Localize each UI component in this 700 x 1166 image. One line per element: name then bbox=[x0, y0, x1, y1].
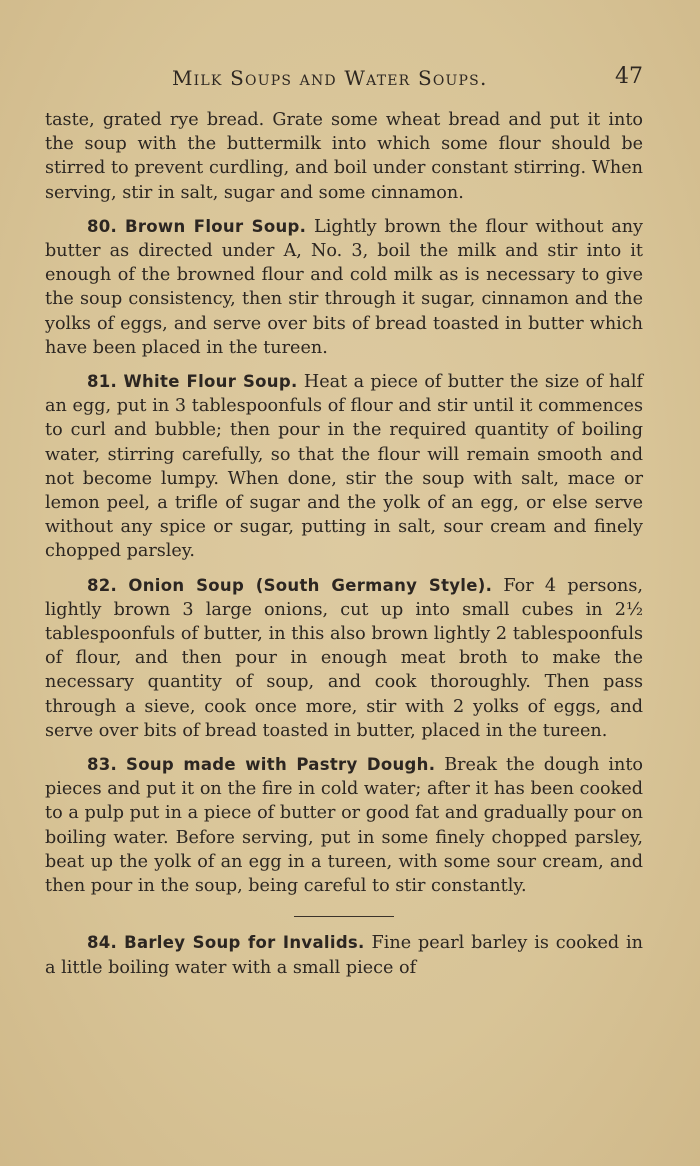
recipe-title: White Flour Soup. bbox=[123, 372, 298, 392]
recipe-number: 84. bbox=[87, 933, 118, 953]
recipe-82 bbox=[45, 574, 643, 743]
recipe-text: For 4 persons, lightly brown 3 large onions, cut up into small cubes in 2½ tablespoonfuls of butter, in this also brown lightly 2 tablespoonfuls of flour, and then pour in enough meat broth to make the necessary quantity of soup, and cook thoroughly. Then pass through a sieve, cook once more, stir with 2 yolks of eggs, and serve over bits of bread toasted in butter, placed in the tureen. bbox=[45, 575, 643, 741]
recipe-title: Brown Flour Soup. bbox=[124, 216, 307, 236]
running-header bbox=[0, 64, 700, 98]
recipe-text: Break the dough into pieces and put it on the fire in cold water; after it has been cooked to a pulp put in a piece of butter or good fat and gradually pour on boiling water. Before serving, put in some finely chopped parsley, beat up the yolk of an egg in a tureen, with some sour cream, and then pour in the soup, being careful to stir constantly. bbox=[45, 755, 643, 897]
recipe-number: 83. bbox=[87, 755, 118, 775]
recipe-text: Heat a piece of butter the size of half an egg, put in 3 tablespoonfuls of flour and stir until it commences to curl and bubble; then pour in the required quantity of boiling water, stirring carefully, so that the flour will remain smooth and not become lumpy. When done, stir the soup with salt, mace or lemon peel, a trifle of sugar and the yolk of an egg, or else serve without any spice or sugar, putting in salt, sour cream and finely chopped parsley. bbox=[45, 372, 644, 562]
recipe-84 bbox=[45, 931, 643, 979]
page-number: 47 bbox=[615, 64, 643, 89]
recipe-number: 80. bbox=[87, 216, 118, 236]
continued-paragraph: taste, grated rye bread. Grate some wheat bread and put it into the soup with the buttermilk into which some flour should be stirred to prevent curdling, and boil under constant stirring. When serving, stir in salt, sugar and some cinnamon. bbox=[45, 110, 643, 203]
recipe-text: Fine pearl barley is cooked in a little boiling water with a small piece of bbox=[45, 933, 644, 978]
recipe-81 bbox=[45, 370, 643, 564]
recipe-number: 81. bbox=[87, 372, 118, 392]
recipe-80 bbox=[45, 215, 643, 360]
recipe-title: Onion Soup (South Germany Style). bbox=[128, 575, 493, 595]
recipe-83 bbox=[45, 753, 643, 898]
recipe-number: 82. bbox=[87, 575, 118, 595]
recipe-text: Lightly brown the flour without any butter as directed under A, No. 3, boil the milk and stir into it enough of the browned flour and cold milk as is necessary to give the soup consistency, then stir through it sugar, cinnamon and the yolks of eggs, and serve over bits of bread toasted in butter which have been placed in the tureen. bbox=[45, 216, 643, 358]
recipe-title: Soup made with Pastry Dough. bbox=[126, 755, 436, 775]
recipe-title: Barley Soup for Invalids. bbox=[124, 933, 365, 953]
running-title: Milk Soups and Water Soups. bbox=[172, 66, 488, 90]
page-body bbox=[45, 108, 643, 980]
section-divider bbox=[294, 916, 394, 917]
